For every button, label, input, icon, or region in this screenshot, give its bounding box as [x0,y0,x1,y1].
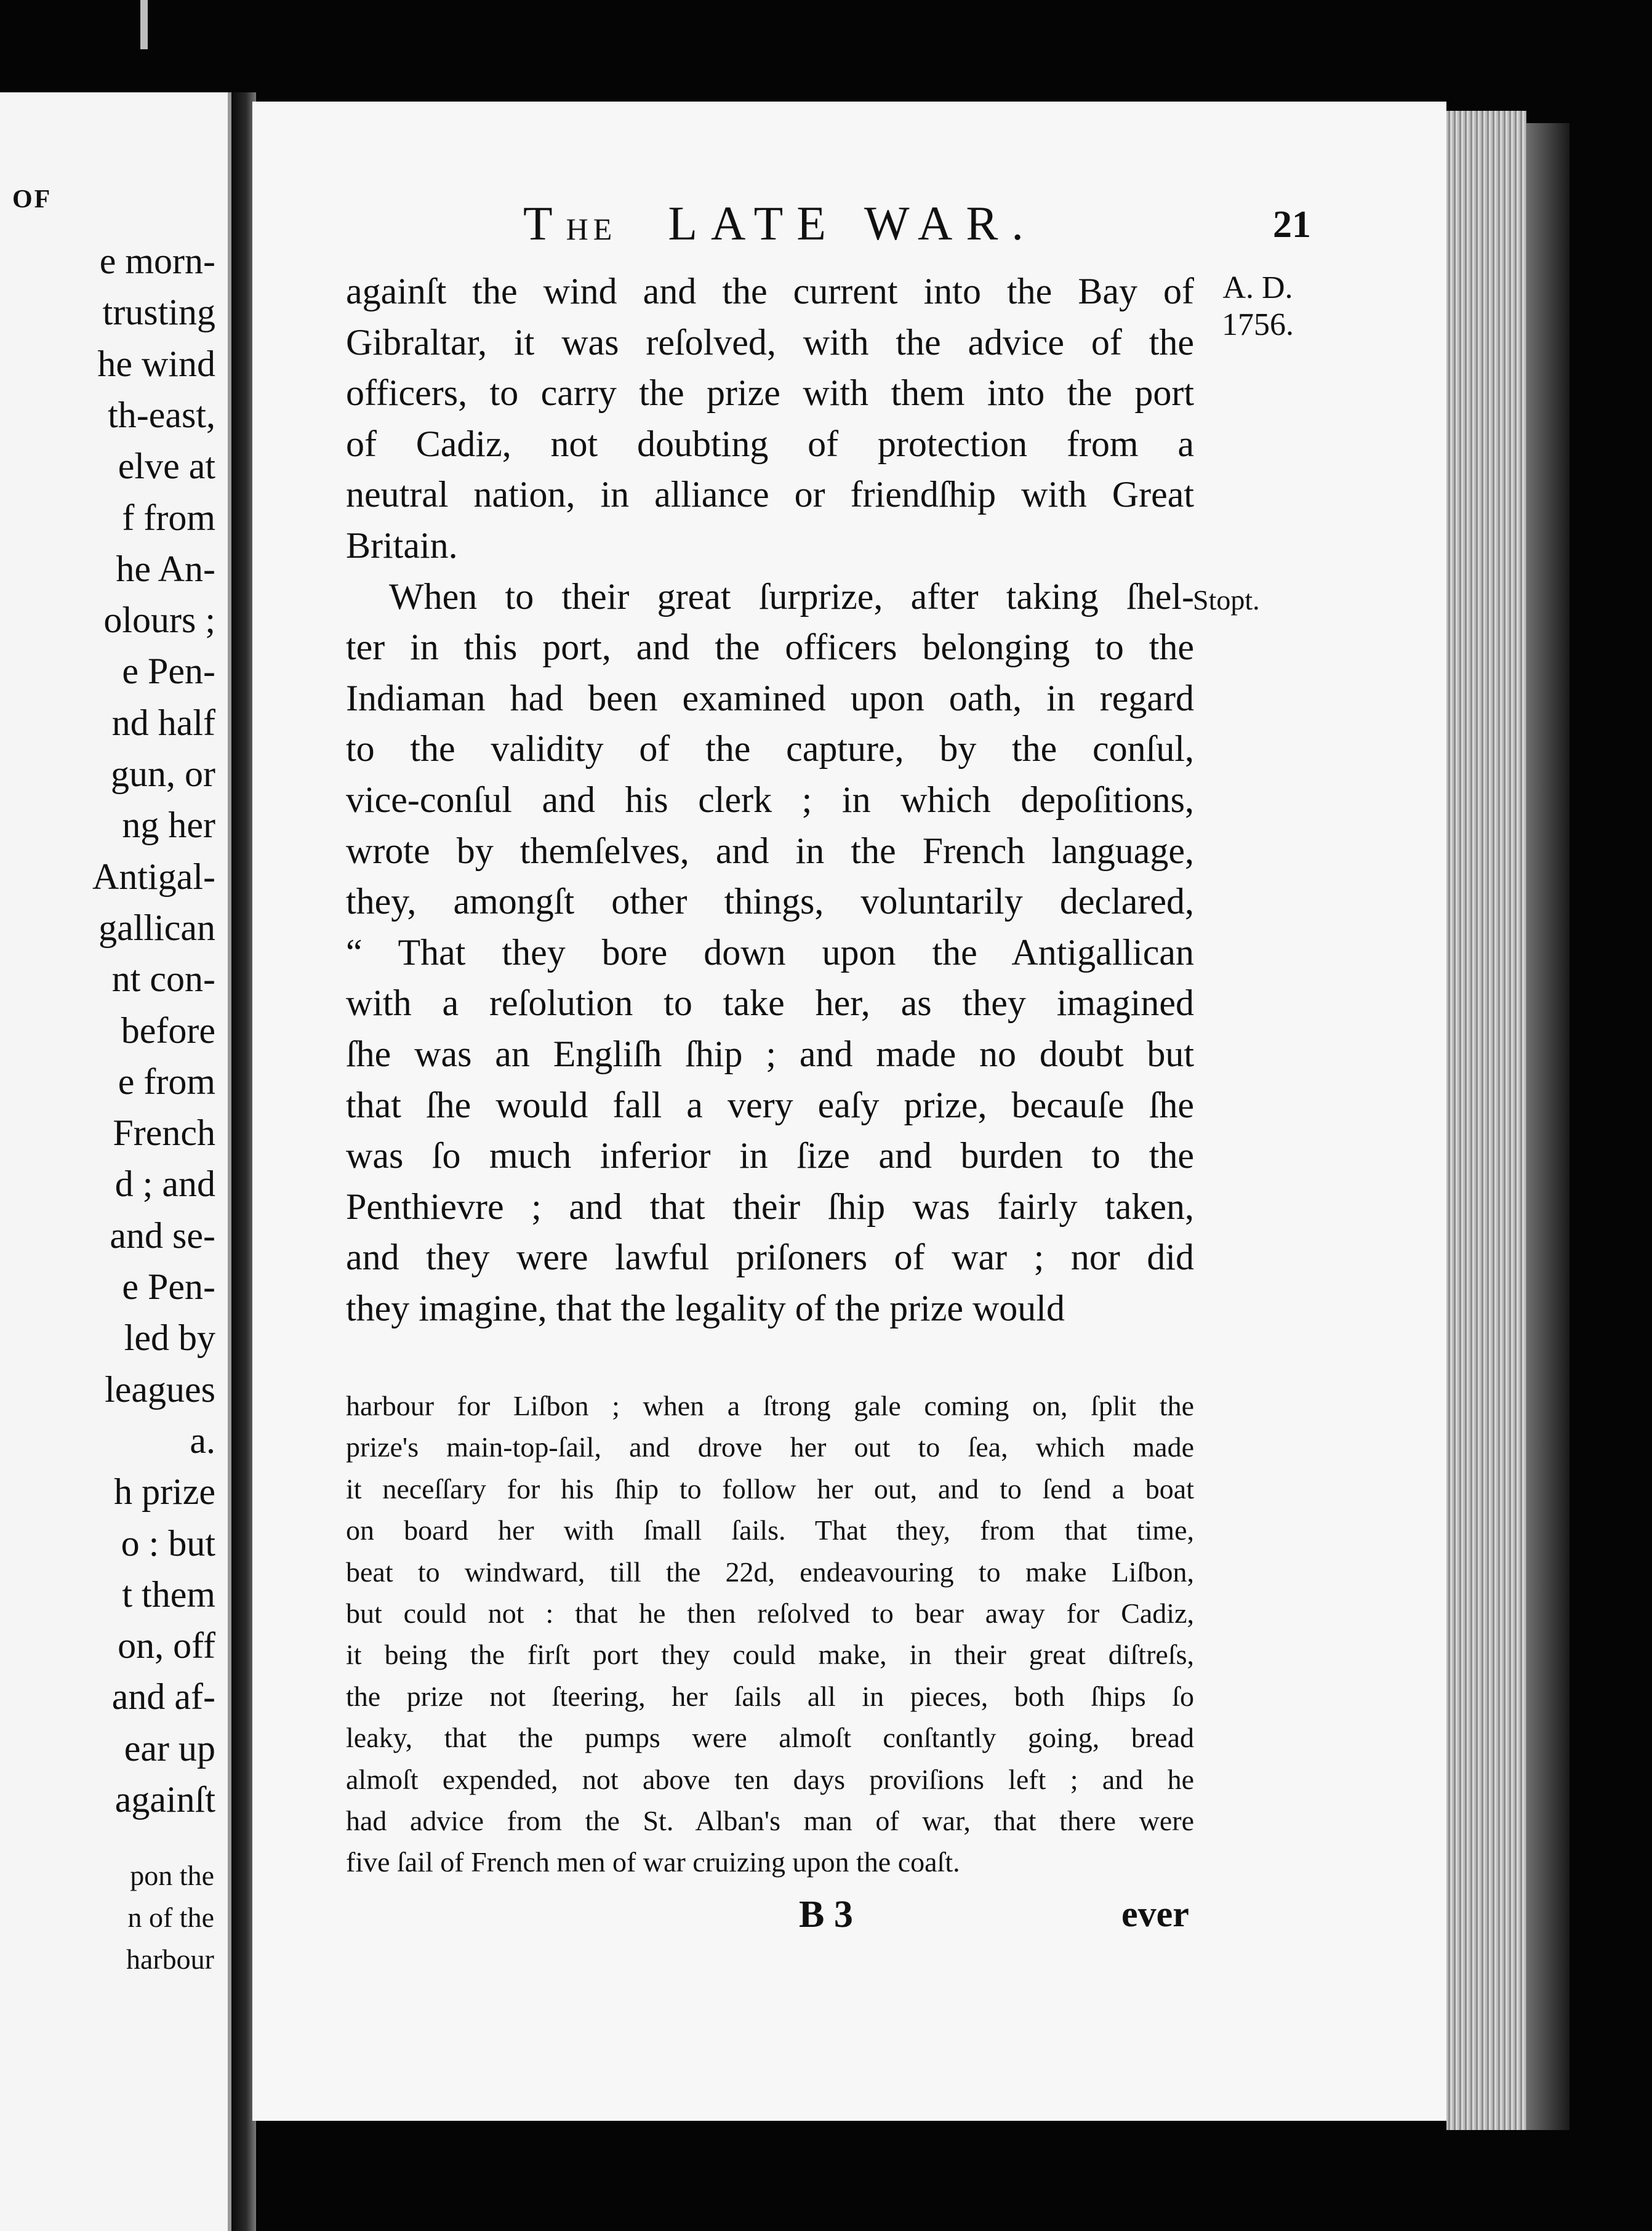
running-head-title: LATE WAR. [668,196,1037,250]
facing-page-line: a. [190,1420,215,1461]
page-number: 21 [1273,204,1311,246]
body-line: Britain. [346,525,458,566]
body-line: Gibraltar, it was reſolved, with the advice of the [346,321,1194,363]
footnote-line: on board her with ſmall ſails. That they, from that time, [346,1514,1194,1546]
facing-page [0,92,231,2231]
facing-page-line: e morn- [99,241,215,281]
footnote-line: it being the firſt port they could make, in their great diſtreſs, [346,1639,1194,1671]
page-edges [1446,111,1526,2130]
facing-page-line: Antigal- [92,856,215,897]
footnote-line: almoſt expended, not above ten days proviſions left ; and he [346,1763,1194,1795]
footnote-line: the prize not ſteering, her ſails all in pieces, both ſhips ſo [346,1680,1194,1712]
facing-page-line: nt con- [111,959,215,1000]
facing-page-line: e Pen- [122,1266,215,1307]
facing-page-line: nd half [111,702,215,743]
facing-page-line: o : but [121,1522,215,1564]
facing-page-line: ear up [124,1727,215,1769]
facing-page-line: againſt [114,1779,215,1820]
body-line: that ſhe would fall a very eaſy prize, becauſe ſhe [346,1084,1194,1125]
facing-page-line: led by [124,1317,215,1359]
book-cover-edge [1526,123,1570,2130]
footnote [346,1385,1194,1883]
facing-page-line: f from [122,497,215,538]
facing-page-line: trusting [102,292,215,333]
facing-page-line: e Pen- [122,651,215,692]
footnote-line: but could not : that he then reſolved to bear away for Cadiz, [346,1597,1194,1629]
margin-note: Stopt. [1193,584,1260,616]
footnote-line: prize's main-top-ſail, and drove her out to ſea, which made [346,1431,1194,1463]
running-head [523,196,1037,251]
catchword: ever [1121,1894,1189,1934]
margin-date-year: 1756. [1222,307,1294,342]
body-text [346,266,1194,1333]
footnote-line: five ſail of French men of war cruizing upon the coaſt. [346,1846,960,1878]
body-line: ſhe was an Engliſh ſhip ; and made no doubt but [346,1033,1194,1074]
facing-page-line: h prize [114,1471,215,1513]
facing-page-line: th-east, [108,394,215,435]
body-line: Penthievre ; and that their ſhip was fairly taken, [346,1186,1194,1227]
body-line: neutral nation, in alliance or friendſhip with Great [346,474,1194,515]
footnote-line: it neceſſary for his ſhip to follow her out, and to ſend a boat [346,1473,1194,1505]
facing-page-footnote-line: n of the [127,1902,214,1933]
facing-page-line: and af- [111,1676,215,1718]
body-line: with a reſolution to take her, as they imagined [346,983,1194,1024]
footnote-line: leaky, that the pumps were almoſt conſtantly going, bread [346,1722,1194,1754]
body-line: ter in this port, and the officers belonging to the [346,627,1194,668]
body-line: to the validity of the capture, by the conſul, [346,728,1194,770]
facing-page-line: and se- [110,1215,215,1256]
facing-page-line: on, off [118,1625,215,1666]
facing-page-line: elve at [118,446,215,487]
facing-page-line: gun, or [111,754,215,794]
facing-page-footnote-line: harbour [126,1944,214,1975]
body-line: vice-conſul and his clerk ; in which depoſitions, [346,779,1194,820]
facing-page-line: he An- [116,548,215,589]
facing-page-line: leagues [105,1369,215,1410]
margin-date-label: A. D. [1222,270,1293,305]
facing-page-running-head: OF [12,185,52,214]
facing-page-line: before [121,1010,215,1051]
body-line: againſt the wind and the current into the Bay of [346,271,1194,312]
facing-page-line: he wind [97,343,215,384]
signature-mark: B 3 [799,1894,853,1936]
body-line: wrote by themſelves, and in the French language, [346,830,1194,871]
running-head-small-caps: HE [566,212,617,246]
facing-page-line: d ; and [114,1164,215,1205]
footnote-line: harbour for Liſbon ; when a ſtrong gale coming on, ſplit the [346,1390,1194,1421]
facing-page-line: t them [122,1574,215,1615]
facing-page-line: gallican [98,907,215,948]
body-line: Indiaman had been examined upon oath, in regard [346,677,1194,718]
footnote-line: had advice from the St. Alban's man of war, that there were [346,1804,1194,1836]
running-head-initial: T [523,196,566,250]
body-line: “ That they bore down upon the Antigallican [346,931,1194,973]
body-line: they imagine, that the legality of the prize would [346,1287,1065,1329]
facing-page-line: French [113,1112,215,1154]
facing-page-footnote-line: pon the [130,1860,214,1891]
margin-date [1222,270,1294,344]
body-line: they, amongſt other things, voluntarily declared, [346,881,1194,922]
body-line: and they were lawful priſoners of war ; nor did [346,1237,1194,1278]
body-line: When to their great ſurprize, after taking ſhel- [389,576,1194,617]
facing-page-line: e from [118,1061,215,1102]
body-line: of Cadiz, not doubting of protection from a [346,423,1194,464]
footnote-line: beat to windward, till the 22d, endeavouring to make Liſbon, [346,1556,1194,1588]
body-line: was ſo much inferior in ſize and burden to the [346,1135,1194,1176]
scan-artifact-mark [140,0,148,49]
facing-page-line: olours ; [103,600,215,641]
facing-page-line: ng her [122,805,215,846]
body-line: officers, to carry the prize with them into the port [346,372,1194,414]
